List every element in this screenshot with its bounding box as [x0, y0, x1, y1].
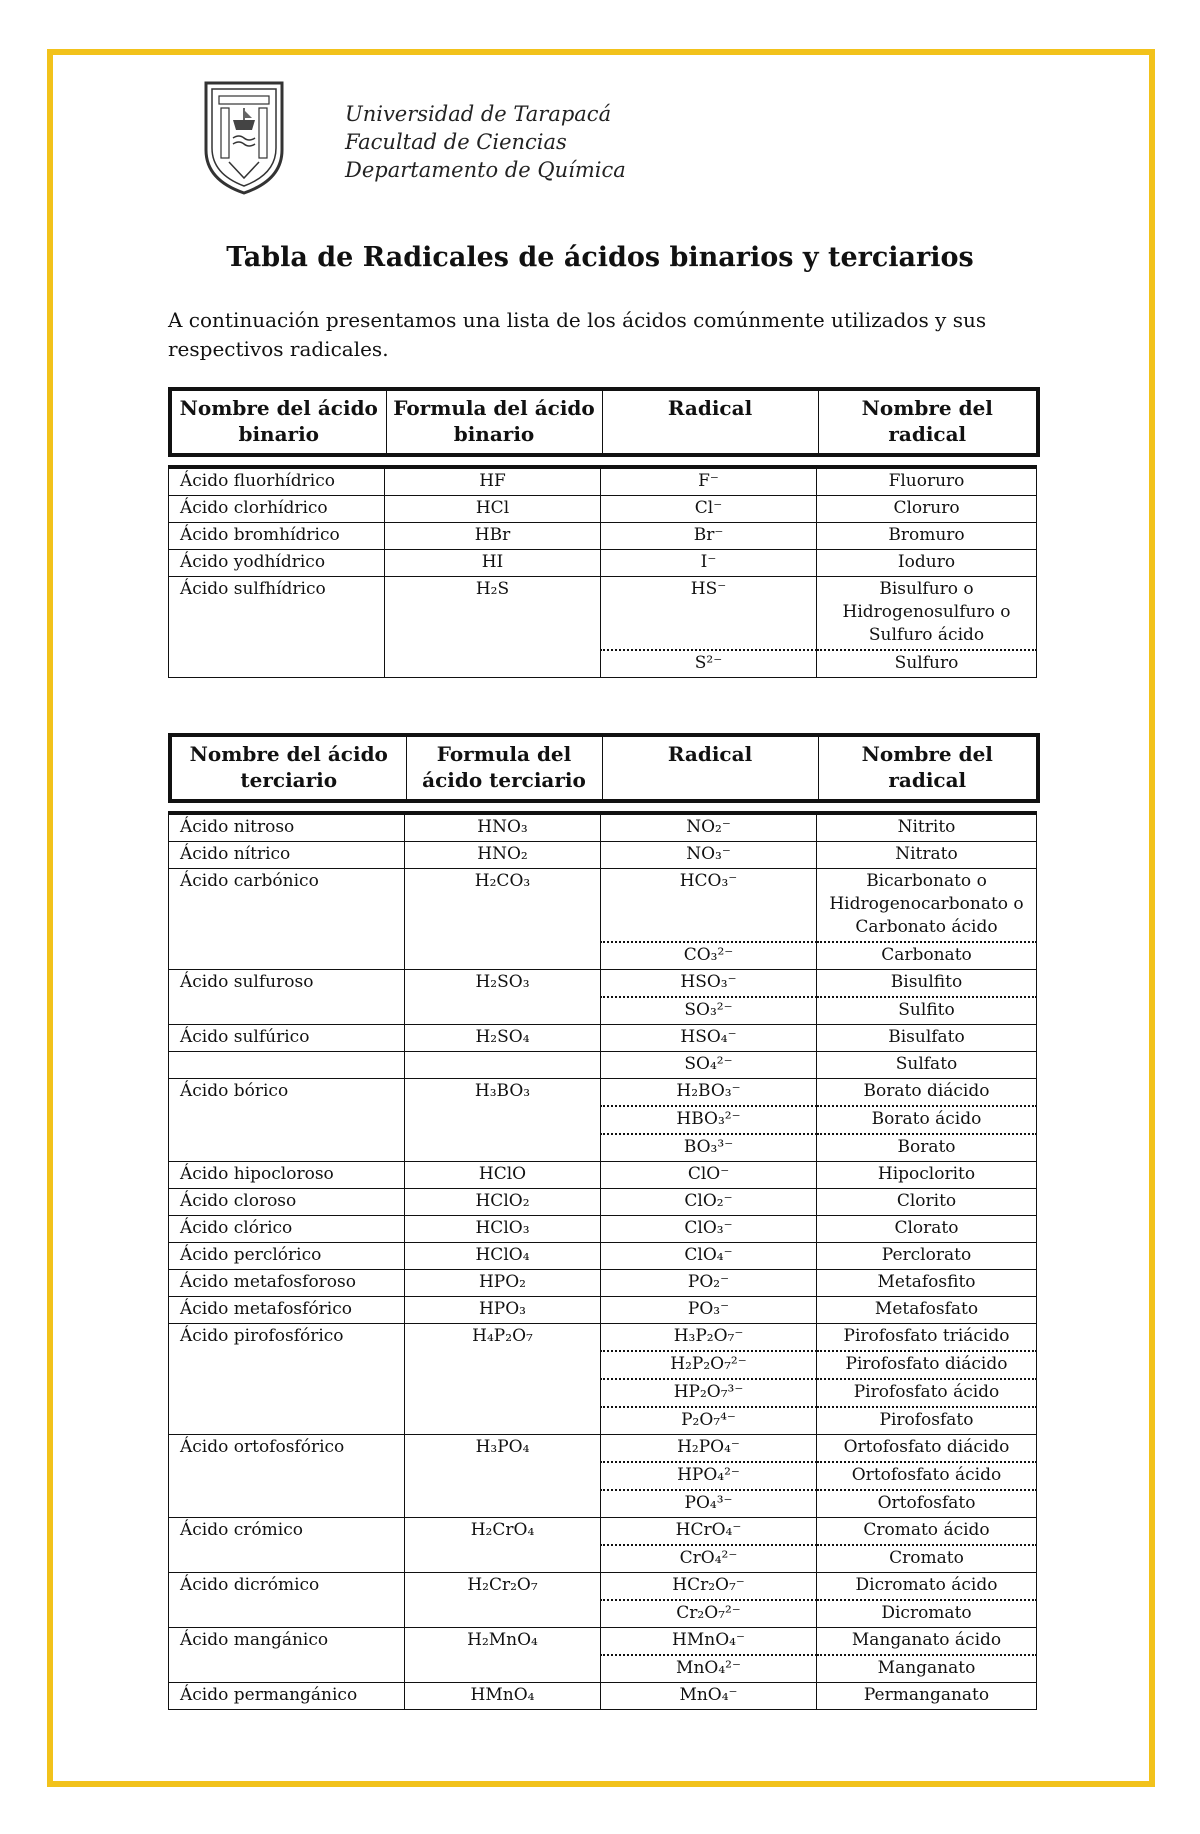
- radical-cell: H₃P₂O₇⁻: [601, 1324, 817, 1352]
- column-header-radical: Radical: [602, 735, 818, 801]
- radical-name-cell: Cromato ácido: [817, 1518, 1037, 1546]
- acid-formula-cell: HF: [385, 467, 601, 496]
- acid-formula-cell: HClO₃: [405, 1216, 601, 1243]
- tertiary-acids-table: [168, 811, 1037, 1710]
- radical-cell: NO₂⁻: [601, 813, 817, 842]
- radical-name-cell: Carbonato: [817, 942, 1037, 970]
- table-row: [169, 842, 1037, 869]
- table-row: [169, 970, 1037, 998]
- table-row: [169, 1435, 1037, 1463]
- radical-name-cell: Clorito: [817, 1189, 1037, 1216]
- radical-name-cell: Ioduro: [817, 550, 1037, 577]
- table-row: [169, 1189, 1037, 1216]
- acid-name-cell: Ácido sulfuroso: [169, 970, 405, 1025]
- radical-name-cell: Hipoclorito: [817, 1162, 1037, 1189]
- acid-name-cell: Ácido clorhídrico: [169, 496, 385, 523]
- radical-cell: MnO₄²⁻: [601, 1655, 817, 1683]
- radical-name-cell: Metafosfito: [817, 1270, 1037, 1297]
- radical-name-cell: Ortofosfato ácido: [817, 1462, 1037, 1490]
- acid-formula-cell: HNO₃: [405, 813, 601, 842]
- radical-cell: Cr₂O₇²⁻: [601, 1600, 817, 1628]
- radical-name-cell: Nitrato: [817, 842, 1037, 869]
- acid-name-cell: Ácido metafosfórico: [169, 1297, 405, 1324]
- acid-name-cell: Ácido dicrómico: [169, 1573, 405, 1628]
- table-row: [169, 1628, 1037, 1656]
- university-name: Universidad de Tarapacá: [345, 102, 612, 126]
- radical-cell: P₂O₇⁴⁻: [601, 1407, 817, 1435]
- table-row: [169, 496, 1037, 523]
- acid-formula-cell: H₂CO₃: [405, 869, 601, 970]
- radical-cell: CO₃²⁻: [601, 942, 817, 970]
- radical-cell: SO₄²⁻: [601, 1052, 817, 1079]
- radical-name-cell: Borato ácido: [817, 1106, 1037, 1134]
- acid-formula-cell: HClO₄: [405, 1243, 601, 1270]
- radical-cell: HSO₃⁻: [601, 970, 817, 998]
- radical-cell: HCr₂O₇⁻: [601, 1573, 817, 1601]
- radical-name-cell: Pirofosfato: [817, 1407, 1037, 1435]
- binary-table-header: [168, 387, 1040, 457]
- radical-name-cell: Cromato: [817, 1545, 1037, 1573]
- radical-name-cell: Manganato: [817, 1655, 1037, 1683]
- acid-name-cell: Ácido bromhídrico: [169, 523, 385, 550]
- table-row: [169, 1270, 1037, 1297]
- radical-name-cell: Clorato: [817, 1216, 1037, 1243]
- radical-name-cell: Dicromato ácido: [817, 1573, 1037, 1601]
- acid-formula-cell: HBr: [385, 523, 601, 550]
- acid-name-cell: Ácido hipocloroso: [169, 1162, 405, 1189]
- intro-paragraph: A continuación presentamos una lista de los ácidos comúnmente utilizados y sus respectivos radicales.: [168, 308, 987, 361]
- radical-name-cell: Fluoruro: [817, 467, 1037, 496]
- radical-name-cell: Cloruro: [817, 496, 1037, 523]
- radical-cell: HBO₃²⁻: [601, 1106, 817, 1134]
- faculty-name: Facultad de Ciencias: [345, 130, 567, 154]
- acid-formula-cell: H₂SO₄: [405, 1025, 601, 1052]
- acid-formula-cell: HPO₂: [405, 1270, 601, 1297]
- acid-formula-cell: H₂SO₃: [405, 970, 601, 1025]
- radical-name-cell: Dicromato: [817, 1600, 1037, 1628]
- radical-name-cell: Manganato ácido: [817, 1628, 1037, 1656]
- radical-cell: ClO₃⁻: [601, 1216, 817, 1243]
- acid-name-cell: Ácido bórico: [169, 1079, 405, 1162]
- table-row: [169, 523, 1037, 550]
- radical-name-cell: Ortofosfato diácido: [817, 1435, 1037, 1463]
- radical-cell: ClO₂⁻: [601, 1189, 817, 1216]
- acid-formula-cell: HClO: [405, 1162, 601, 1189]
- radical-name-cell: Pirofosfato diácido: [817, 1351, 1037, 1379]
- acid-formula-cell: HPO₃: [405, 1297, 601, 1324]
- table-row: [169, 1243, 1037, 1270]
- column-header-radical-name: Nombre del radical: [818, 389, 1038, 455]
- radical-name-cell: Bicarbonato o Hidrogenocarbonato o Carbonato ácido: [817, 869, 1037, 943]
- table-row: [169, 1216, 1037, 1243]
- acid-formula-cell: H₄P₂O₇: [405, 1324, 601, 1435]
- table-row: [169, 577, 1037, 651]
- radical-name-cell: Pirofosfato triácido: [817, 1324, 1037, 1352]
- radical-cell: H₂PO₄⁻: [601, 1435, 817, 1463]
- column-header-formula: Formula del ácido binario: [386, 389, 602, 455]
- acid-name-cell: Ácido crómico: [169, 1518, 405, 1573]
- binary-acids-table: [168, 465, 1037, 678]
- table-row: [169, 869, 1037, 943]
- acid-name-cell: Ácido permangánico: [169, 1683, 405, 1710]
- radical-name-cell: Ortofosfato: [817, 1490, 1037, 1518]
- column-header-radical: Radical: [602, 389, 818, 455]
- radical-name-cell: Nitrito: [817, 813, 1037, 842]
- radical-cell: ClO₄⁻: [601, 1243, 817, 1270]
- acid-formula-cell: HNO₂: [405, 842, 601, 869]
- table-row: [169, 550, 1037, 577]
- radical-name-cell: Bisulfuro o Hidrogenosulfuro o Sulfuro ácido: [817, 577, 1037, 651]
- acid-name-cell: Ácido nítrico: [169, 842, 405, 869]
- acid-formula-cell: H₃PO₄: [405, 1435, 601, 1518]
- acid-name-cell: Ácido fluorhídrico: [169, 467, 385, 496]
- acid-name-cell: Ácido pirofosfórico: [169, 1324, 405, 1435]
- acid-name-cell: Ácido nitroso: [169, 813, 405, 842]
- radical-cell: PO₃⁻: [601, 1297, 817, 1324]
- radical-cell: HPO₄²⁻: [601, 1462, 817, 1490]
- acid-name-cell: Ácido sulfúrico: [169, 1025, 405, 1052]
- radical-cell: HCrO₄⁻: [601, 1518, 817, 1546]
- radical-cell: MnO₄⁻: [601, 1683, 817, 1710]
- radical-cell: BO₃³⁻: [601, 1134, 817, 1162]
- acid-name-cell: Ácido ortofosfórico: [169, 1435, 405, 1518]
- radical-name-cell: Metafosfato: [817, 1297, 1037, 1324]
- tertiary-table-header: [168, 733, 1040, 803]
- acid-formula-cell: [405, 1052, 601, 1079]
- radical-name-cell: Perclorato: [817, 1243, 1037, 1270]
- table-row: [169, 467, 1037, 496]
- radical-cell: ClO⁻: [601, 1162, 817, 1189]
- radical-cell: HMnO₄⁻: [601, 1628, 817, 1656]
- radical-name-cell: Bromuro: [817, 523, 1037, 550]
- radical-name-cell: Borato diácido: [817, 1079, 1037, 1107]
- radical-cell: H₂P₂O₇²⁻: [601, 1351, 817, 1379]
- acid-name-cell: Ácido sulfhídrico: [169, 577, 385, 678]
- table-row: [169, 1025, 1037, 1052]
- radical-cell: H₂BO₃⁻: [601, 1079, 817, 1107]
- acid-formula-cell: HCl: [385, 496, 601, 523]
- radical-name-cell: Bisulfato: [817, 1025, 1037, 1052]
- radical-cell: I⁻: [601, 550, 817, 577]
- acid-name-cell: Ácido metafosforoso: [169, 1270, 405, 1297]
- table-row: [169, 1518, 1037, 1546]
- acid-name-cell: Ácido mangánico: [169, 1628, 405, 1683]
- table-row: [169, 1162, 1037, 1189]
- acid-name-cell: Ácido cloroso: [169, 1189, 405, 1216]
- acid-formula-cell: HMnO₄: [405, 1683, 601, 1710]
- column-header-acid-name: Nombre del ácido terciario: [189, 742, 388, 792]
- acid-formula-cell: H₂S: [385, 577, 601, 678]
- table-row: [169, 1324, 1037, 1352]
- institution-block: [345, 100, 626, 184]
- acid-formula-cell: H₂Cr₂O₇: [405, 1573, 601, 1628]
- radical-cell: Br⁻: [601, 523, 817, 550]
- radical-name-cell: Sulfito: [817, 997, 1037, 1025]
- acid-name-cell: Ácido carbónico: [169, 869, 405, 970]
- radical-cell: NO₃⁻: [601, 842, 817, 869]
- acid-formula-cell: HClO₂: [405, 1189, 601, 1216]
- radical-cell: HSO₄⁻: [601, 1025, 817, 1052]
- radical-cell: PO₂⁻: [601, 1270, 817, 1297]
- department-name: Departamento de Química: [345, 158, 626, 182]
- radical-cell: PO₄³⁻: [601, 1490, 817, 1518]
- university-crest-logo: [203, 80, 285, 196]
- radical-cell: CrO₄²⁻: [601, 1545, 817, 1573]
- radical-name-cell: Sulfuro: [817, 650, 1037, 678]
- table-row: [169, 813, 1037, 842]
- radical-name-cell: Pirofosfato ácido: [817, 1379, 1037, 1407]
- radical-cell: SO₃²⁻: [601, 997, 817, 1025]
- page-title: Tabla de Radicales de ácidos binarios y terciarios: [226, 242, 974, 273]
- radical-name-cell: Sulfato: [817, 1052, 1037, 1079]
- table-row: [169, 1052, 1037, 1079]
- radical-cell: S²⁻: [601, 650, 817, 678]
- acid-name-cell: [169, 1052, 405, 1079]
- radical-name-cell: Permanganato: [817, 1683, 1037, 1710]
- table-row: [169, 1079, 1037, 1107]
- column-header-acid-name: Nombre del ácido binario: [179, 396, 378, 446]
- column-header-radical-name: Nombre del radical: [818, 735, 1038, 801]
- radical-name-cell: Borato: [817, 1134, 1037, 1162]
- radical-cell: F⁻: [601, 467, 817, 496]
- acid-name-cell: Ácido yodhídrico: [169, 550, 385, 577]
- acid-name-cell: Ácido perclórico: [169, 1243, 405, 1270]
- radical-cell: HP₂O₇³⁻: [601, 1379, 817, 1407]
- table-row: [169, 1573, 1037, 1601]
- table-row: [169, 1297, 1037, 1324]
- radical-name-cell: Bisulfito: [817, 970, 1037, 998]
- table-row: [169, 1683, 1037, 1710]
- acid-formula-cell: H₃BO₃: [405, 1079, 601, 1162]
- acid-formula-cell: H₂MnO₄: [405, 1628, 601, 1683]
- radical-cell: HCO₃⁻: [601, 869, 817, 943]
- acid-name-cell: Ácido clórico: [169, 1216, 405, 1243]
- acid-formula-cell: HI: [385, 550, 601, 577]
- column-header-formula: Formula del ácido terciario: [406, 735, 602, 801]
- radical-cell: Cl⁻: [601, 496, 817, 523]
- radical-cell: HS⁻: [601, 577, 817, 651]
- acid-formula-cell: H₂CrO₄: [405, 1518, 601, 1573]
